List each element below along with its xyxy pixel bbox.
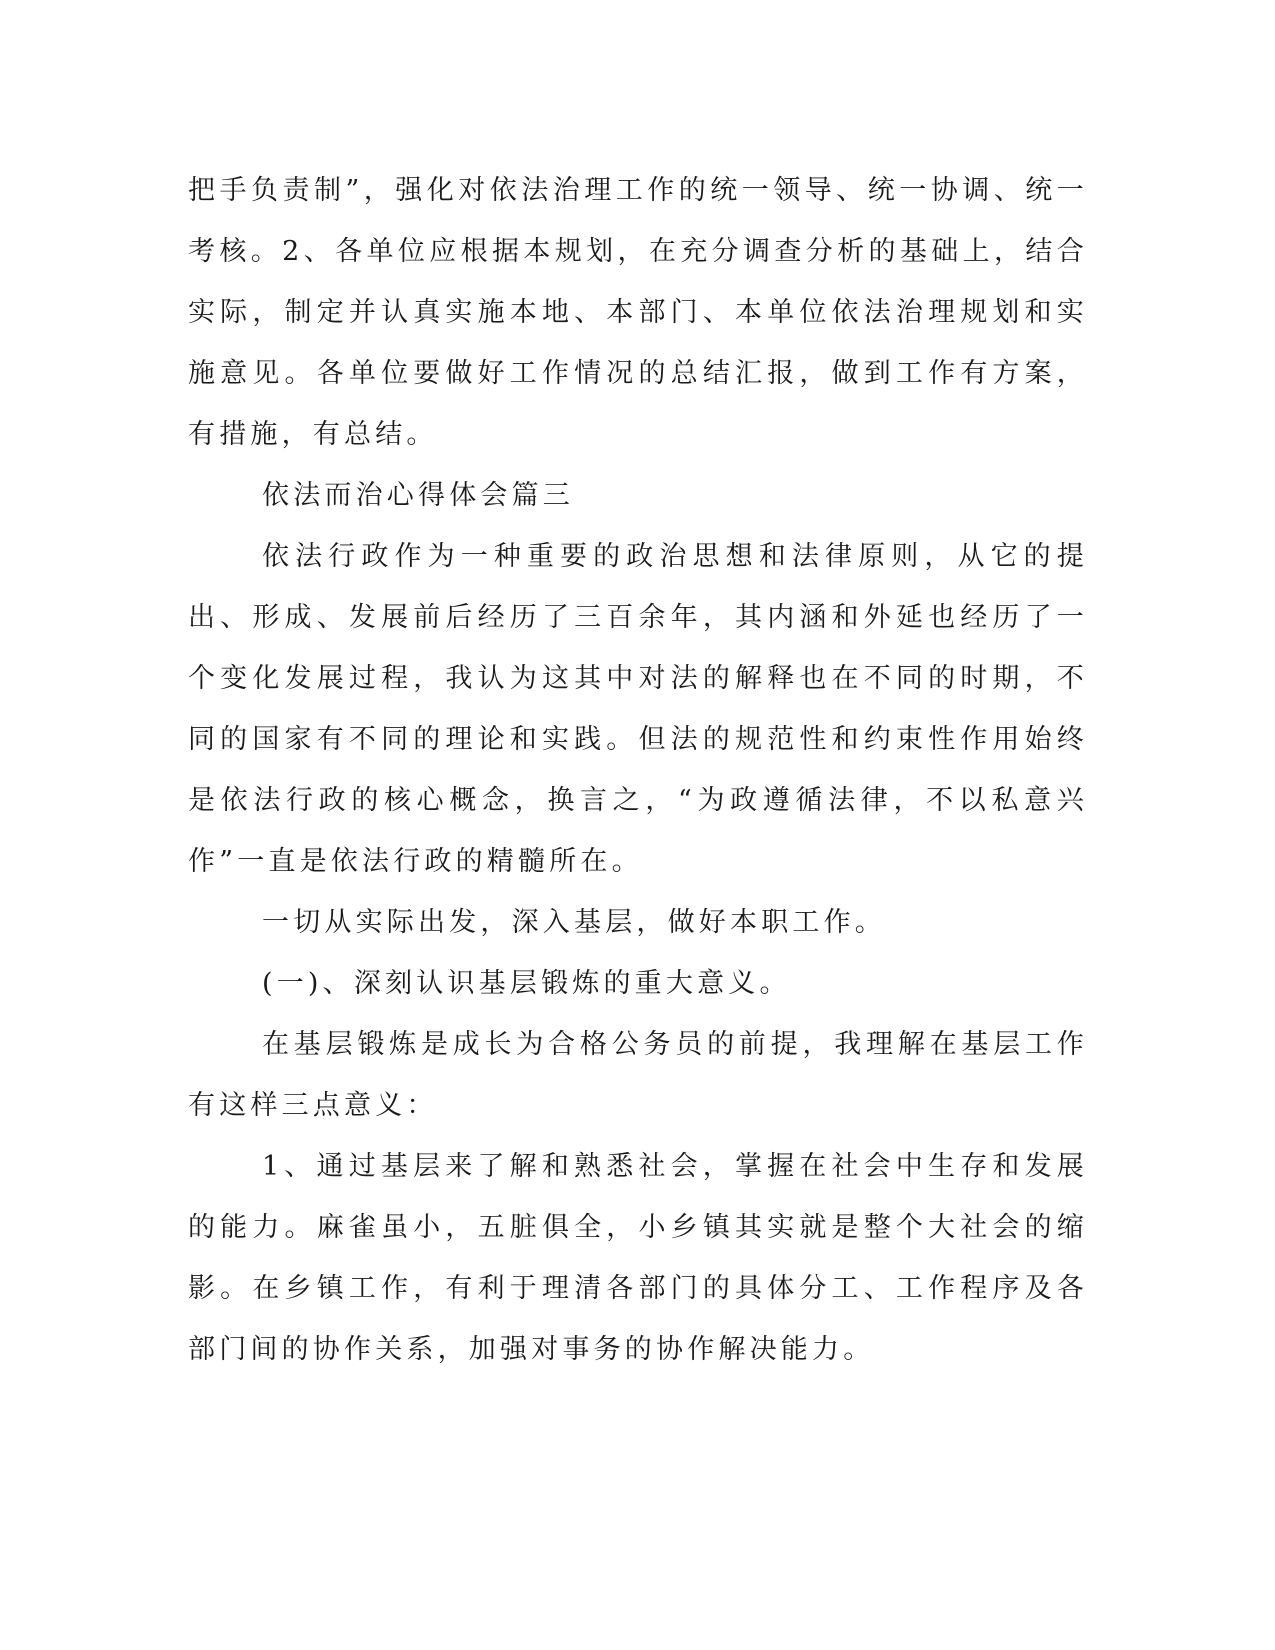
paragraph-rule-of-law: 依法行政作为一种重要的政治思想和法律原则，从它的提出、形成、发展前后经历了三百余年，其内涵和外延也经历了一个变化发展过程，我认为这其中对法的解释也在不同的时期，不同的国家有不同的理论和实践。但法的规范性和约束性作用始终是依法行政的核心概念，换言之，“为政遵循法律，不以私意兴作”一直是依法行政的精髓所在。 [188, 541, 1088, 877]
paragraph-grassroots: 一切从实际出发，深入基层，做好本职工作。 [262, 907, 886, 938]
paragraph-continuation: 把手负责制”，强化对依法治理工作的统一领导、统一协调、统一考核。2、各单位应根据本规划，在充分调查分析的基础上，结合实际，制定并认真实施本地、本部门、本单位依法治理规划和实施意见。各单位要做好工作情况的总结汇报，做到工作有方案，有措施，有总结。 [188, 175, 1088, 450]
paragraph-point-one: 1、通过基层来了解和熟悉社会，掌握在社会中生存和发展的能力。麻雀虽小，五脏俱全，小乡镇其实就是整个大社会的缩影。在乡镇工作，有利于理清各部门的具体分工、工作程序及各部门间的协作关系，加强对事务的协作解决能力。 [188, 1151, 1088, 1365]
section-heading: 依法而治心得体会篇三 [262, 480, 574, 511]
paragraph-three-points: 在基层锻炼是成长为合格公务员的前提，我理解在基层工作有这样三点意义： [188, 1029, 1088, 1121]
subheading-significance: (一)、深刻认识基层锻炼的重大意义。 [262, 968, 791, 999]
document-body [188, 160, 1088, 1380]
